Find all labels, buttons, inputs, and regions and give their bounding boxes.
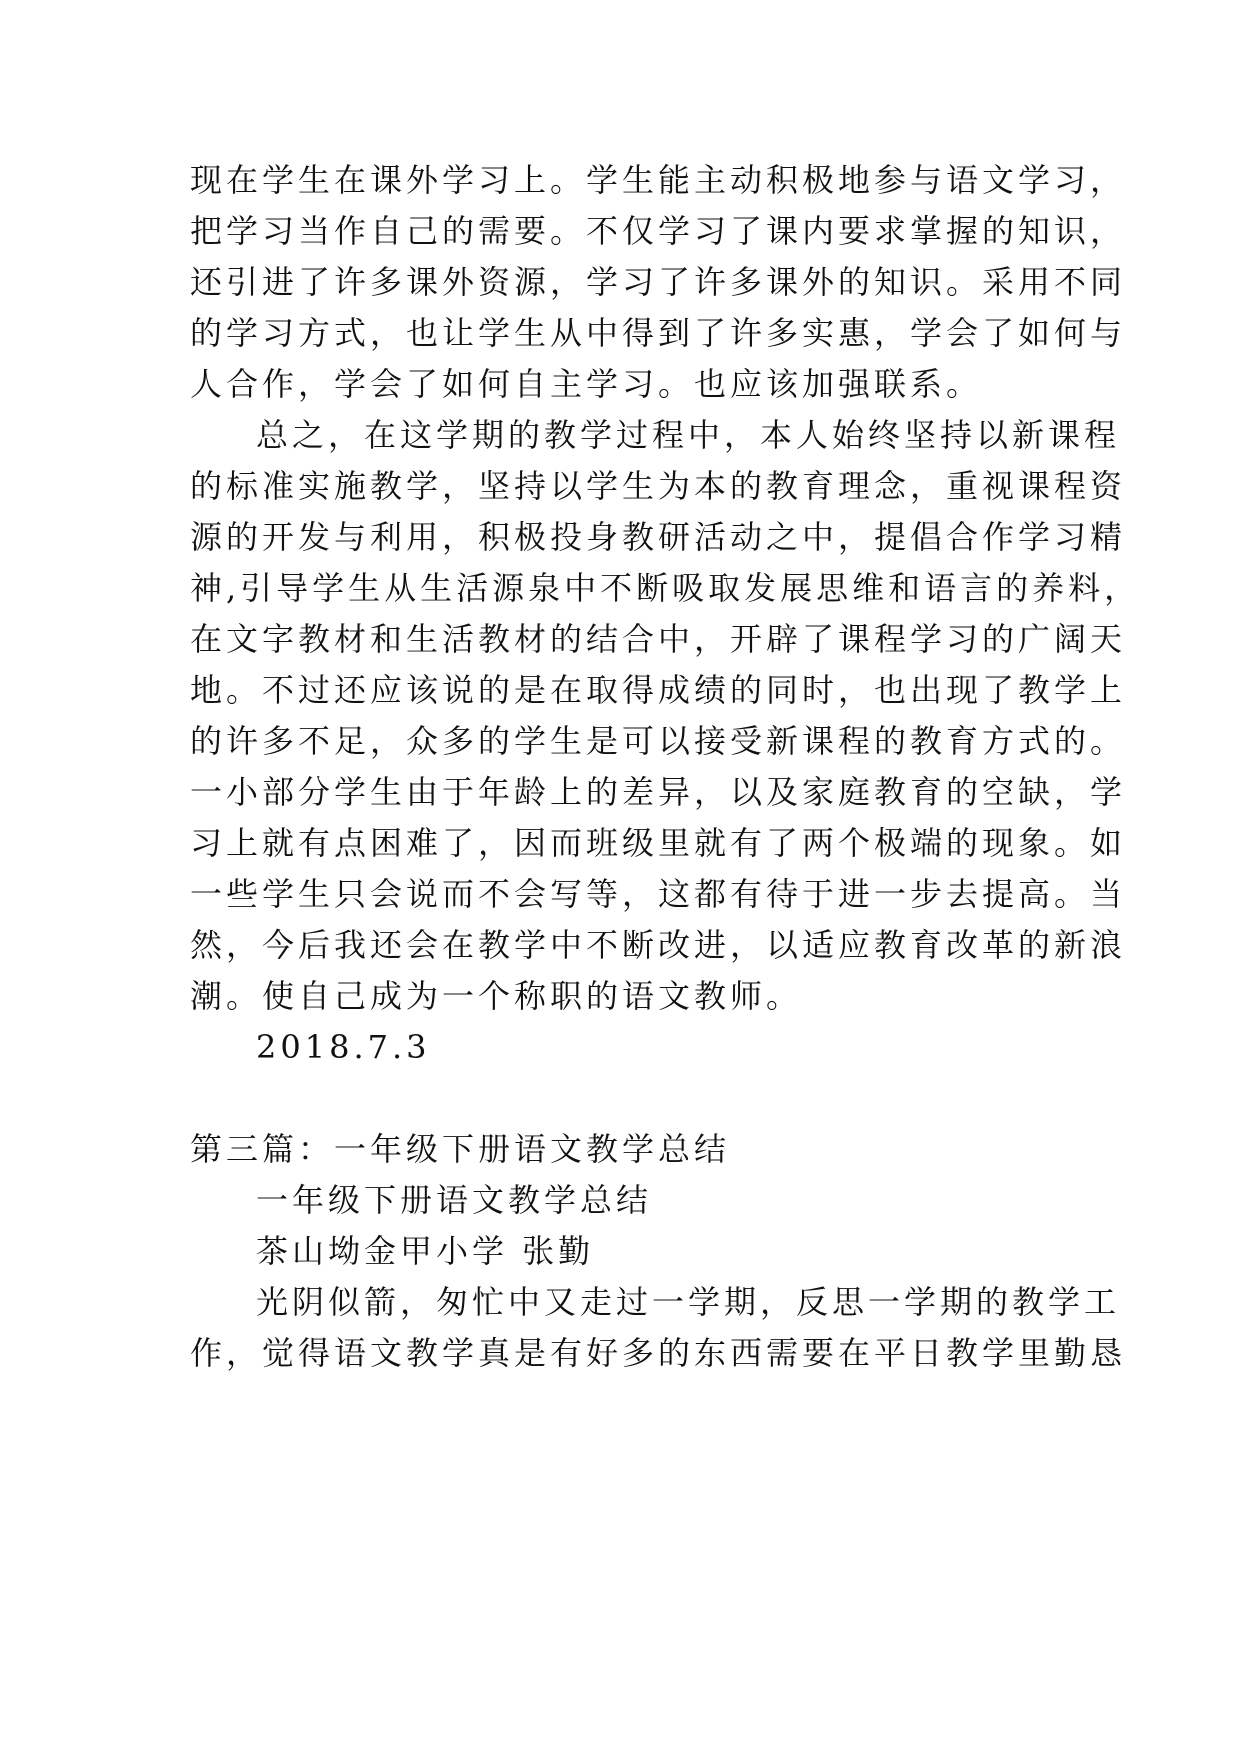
text-line: 人合作，学会了如何自主学习。也应该加强联系。	[190, 365, 983, 403]
text-line: 然，今后我还会在教学中不断改进，以适应教育改革的新浪	[190, 926, 1127, 964]
text-line: 还引进了许多课外资源，学习了许多课外的知识。采用不同	[190, 263, 1127, 301]
text-line: 把学习当作自己的需要。不仅学习了课内要求掌握的知识，	[190, 212, 1127, 250]
text-line: 潮。使自己成为一个称职的语文教师。	[190, 977, 803, 1015]
document-body	[190, 155, 1141, 1379]
text-line: 第三篇：一年级下册语文教学总结	[190, 1130, 731, 1168]
text-line: 神,引导学生从生活源泉中不断吸取发展思维和语言的养料，	[190, 569, 1141, 607]
blank-line	[190, 1073, 1060, 1124]
text-line: 一些学生只会说而不会写等，这都有待于进一步去提高。当	[190, 875, 1127, 913]
text-line: 总之，在这学期的教学过程中，本人始终坚持以新课程	[256, 416, 1121, 454]
text-line: 茶山坳金甲小学 张勤	[256, 1232, 595, 1270]
text-line: 作，觉得语文教学真是有好多的东西需要在平日教学里勤恳	[190, 1334, 1127, 1372]
text-line: 光阴似箭，匆忙中又走过一学期，反思一学期的教学工	[256, 1283, 1121, 1321]
text-line: 一小部分学生由于年龄上的差异，以及家庭教育的空缺，学	[190, 773, 1127, 811]
text-line: 的学习方式，也让学生从中得到了许多实惠，学会了如何与	[190, 314, 1127, 352]
text-line: 现在学生在课外学习上。学生能主动积极地参与语文学习，	[190, 161, 1127, 199]
text-line: 源的开发与利用，积极投身教研活动之中，提倡合作学习精	[190, 518, 1127, 556]
text-line: 地。不过还应该说的是在取得成绩的同时，也出现了教学上	[190, 671, 1127, 709]
text-line: 在文字教材和生活教材的结合中，开辟了课程学习的广阔天	[190, 620, 1127, 658]
text-line: 习上就有点困难了，因而班级里就有了两个极端的现象。如	[190, 824, 1127, 862]
text-line: 的许多不足，众多的学生是可以接受新课程的教育方式的。	[190, 722, 1127, 760]
text-line: 一年级下册语文教学总结	[256, 1181, 653, 1219]
text-line: 2018.7.3	[256, 1028, 431, 1066]
text-line: 的标准实施教学，坚持以学生为本的教育理念，重视课程资	[190, 467, 1127, 505]
